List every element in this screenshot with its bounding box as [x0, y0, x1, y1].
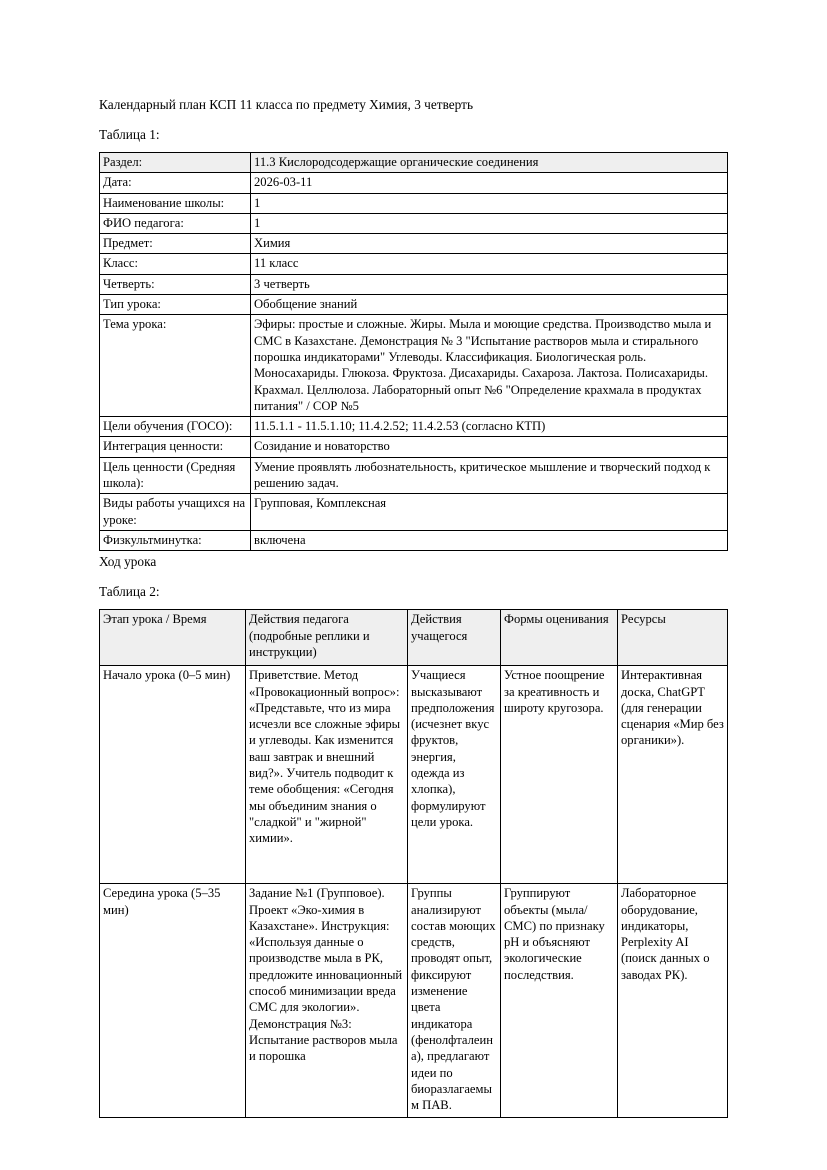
- info-label: Виды работы учащихся на уроке:: [100, 494, 251, 531]
- table1-caption: Таблица 1:: [99, 127, 160, 142]
- info-value: 3 четверть: [251, 274, 728, 294]
- column-header-resources: Ресурсы: [618, 610, 728, 666]
- info-value: включена: [251, 530, 728, 550]
- info-value: Умение проявлять любознательность, критическое мышление и творческий подход к решению задач.: [251, 457, 728, 494]
- table-row: [100, 153, 728, 173]
- info-value: 1: [251, 193, 728, 213]
- cell-resources: Интерактивная доска, ChatGPT (для генерации сценария «Мир без органики»).: [618, 666, 728, 884]
- table-row: [100, 494, 728, 531]
- table-row: [100, 457, 728, 494]
- info-label: Дата:: [100, 173, 251, 193]
- info-label: Цели обучения (ГОСО):: [100, 417, 251, 437]
- table-row: [100, 417, 728, 437]
- page-title: Календарный план КСП 11 класса по предмету Химия, 3 четверть: [99, 97, 474, 112]
- info-value: 11.3 Кислородсодержащие органические соединения: [251, 153, 728, 173]
- table-row: [100, 193, 728, 213]
- lesson-info-table: [99, 152, 728, 551]
- info-label: Тема урока:: [100, 315, 251, 417]
- cell-assessment: Группируют объекты (мыла/СМС) по признаку pH и объясняют экологические последствия.: [501, 884, 618, 1118]
- info-label: Физкультминутка:: [100, 530, 251, 550]
- info-value: 11 класс: [251, 254, 728, 274]
- info-value: Обобщение знаний: [251, 295, 728, 315]
- cell-stage: Начало урока (0–5 мин): [100, 666, 246, 884]
- info-label: Наименование школы:: [100, 193, 251, 213]
- table2-caption: Таблица 2:: [99, 584, 160, 600]
- info-value: 2026-03-11: [251, 173, 728, 193]
- info-label: Четверть:: [100, 274, 251, 294]
- info-label: Цель ценности (Средняя школа):: [100, 457, 251, 494]
- table-header-row: [100, 610, 728, 666]
- table-row: [100, 274, 728, 294]
- lesson-flow-note: Ход урока: [99, 554, 157, 570]
- cell-student-actions: Группы анализируют состав моющих средств, проводят опыт, фиксируют изменение цвета индикатора (фенолфталеина), предлагают идеи по биоразлагаемым ПАВ.: [408, 884, 501, 1118]
- info-label: Предмет:: [100, 234, 251, 254]
- info-value: Групповая, Комплексная: [251, 494, 728, 531]
- column-header-stage: Этап урока / Время: [100, 610, 246, 666]
- column-header-teacher-actions: Действия педагога (подробные реплики и инструкции): [246, 610, 408, 666]
- table-row: [100, 213, 728, 233]
- lesson-flow-table: [99, 609, 728, 1118]
- info-value: 11.5.1.1 - 11.5.1.10; 11.4.2.52; 11.4.2.53 (согласно КТП): [251, 417, 728, 437]
- info-label: ФИО педагога:: [100, 213, 251, 233]
- table-row: [100, 315, 728, 417]
- info-label: Класс:: [100, 254, 251, 274]
- table-row: [100, 173, 728, 193]
- info-label: Раздел:: [100, 153, 251, 173]
- cell-resources: Лабораторное оборудование, индикаторы, Perplexity AI (поиск данных о заводах РК).: [618, 884, 728, 1118]
- cell-teacher-actions: Задание №1 (Групповое). Проект «Эко-химия в Казахстане». Инструкция: «Используя данные о производстве мыла в РК, предложите инновационный способ минимизации вреда СМС для экологии». Демонстрация №3: Испытание растворов мыла и порошка: [246, 884, 408, 1118]
- table-row: [100, 437, 728, 457]
- cell-student-actions: Учащиеся высказывают предположения (исчезнет вкус фруктов, энергия, одежда из хлопка), формулируют цели урока.: [408, 666, 501, 884]
- cell-assessment: Устное поощрение за креативность и широту кругозора.: [501, 666, 618, 884]
- table-row: [100, 530, 728, 550]
- cell-stage: Середина урока (5–35 мин): [100, 884, 246, 1118]
- table-row: [100, 884, 728, 1118]
- column-header-student-actions: Действия учащегося: [408, 610, 501, 666]
- info-value: Эфиры: простые и сложные. Жиры. Мыла и моющие средства. Производство мыла и СМС в Казахстане. Демонстрация № 3 "Испытание растворов мыла и стирального порошка индикаторами" Углеводы. Классификация. Биологическая роль. Моносахариды. Глюкоза. Фруктоза. Дисахариды. Сахароза. Лактоза. Полисахариды. Крахмал. Целлюлоза. Лабораторный опыт №6 "Определение крахмала в продуктах питания" / СОР №5: [251, 315, 728, 417]
- cell-teacher-actions: Приветствие. Метод «Провокационный вопрос»: «Представьте, что из мира исчезли все сложные эфиры и углеводы. Как изменится ваш завтрак и внешний вид?». Учитель подводит к теме обобщения: «Сегодня мы объединим знания о "сладкой" и "жирной" химии».: [246, 666, 408, 884]
- info-label: Тип урока:: [100, 295, 251, 315]
- info-value: Созидание и новаторство: [251, 437, 728, 457]
- info-value: 1: [251, 213, 728, 233]
- info-value: Химия: [251, 234, 728, 254]
- info-label: Интеграция ценности:: [100, 437, 251, 457]
- column-header-assessment: Формы оценивания: [501, 610, 618, 666]
- table-row: [100, 295, 728, 315]
- table-row: [100, 666, 728, 884]
- table-row: [100, 234, 728, 254]
- table-row: [100, 254, 728, 274]
